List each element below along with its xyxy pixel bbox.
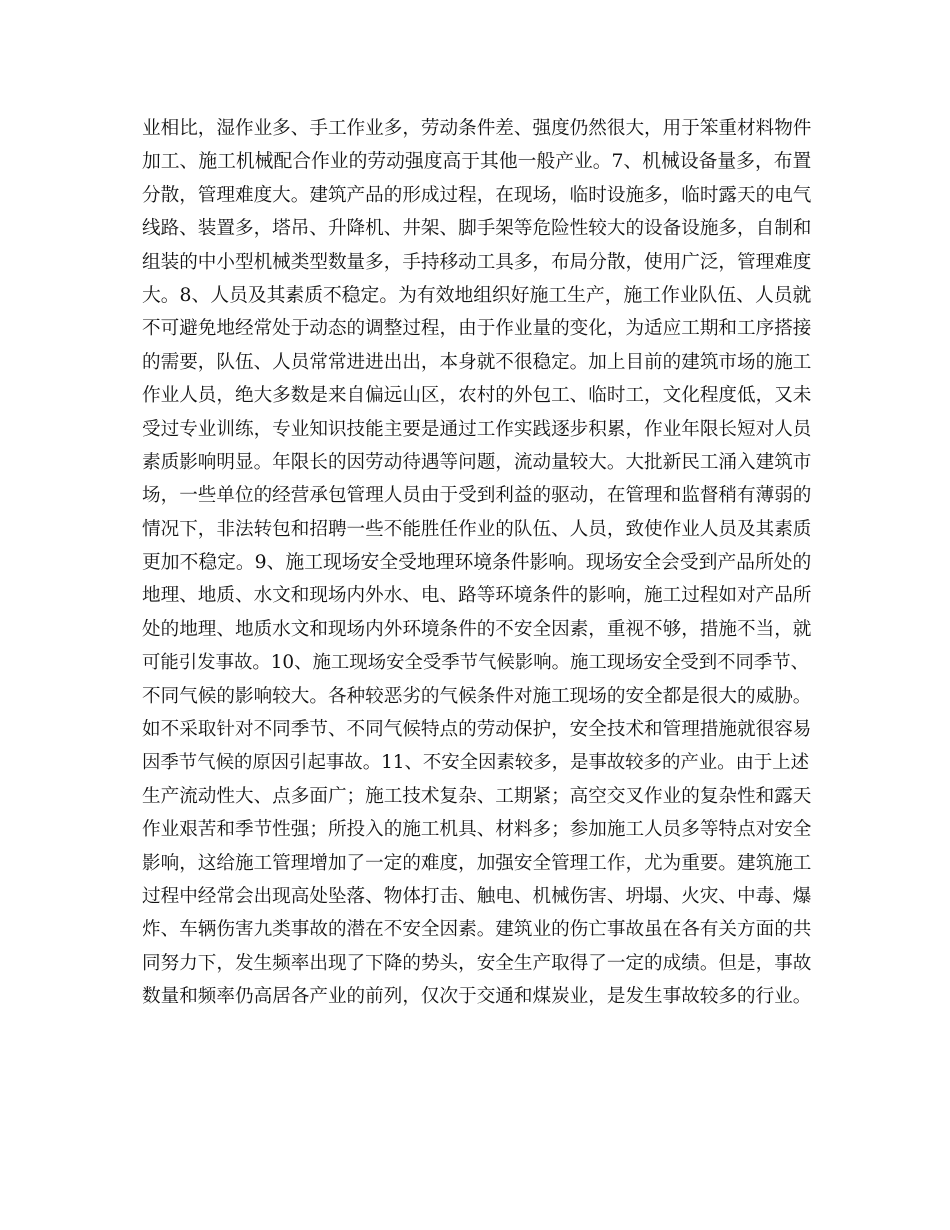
text-line: 大。8、人员及其素质不稳定。为有效地组织好施工生产，施工作业队伍、人员就 [142, 284, 812, 306]
text-line: 分散，管理难度大。建筑产品的形成过程，在现场，临时设施多，临时露天的电气 [142, 184, 812, 206]
text-line: 如不采取针对不同季节、不同气候特点的劳动保护，安全技术和管理措施就很容易 [142, 719, 812, 741]
text-line: 处的地理、地质水文和现场内外环境条件的不安全因素，重视不够，措施不当，就 [142, 618, 812, 640]
text-line: 作业艰苦和季节性强；所投入的施工机具、材料多；参加施工人员多等特点对安全 [142, 819, 812, 841]
text-line: 数量和频率仍高居各产业的前列，仅次于交通和煤炭业，是发生事故较多的行业。 [142, 986, 812, 1008]
text-line: 素质影响明显。年限长的因劳动待遇等问题，流动量较大。大批新民工涌入建筑市 [142, 451, 812, 473]
text-line: 可能引发事故。10、施工现场安全受季节气候影响。施工现场安全受到不同季节、 [142, 652, 810, 674]
text-line: 线路、装置多，塔吊、升降机、井架、脚手架等危险性较大的设备设施多，自制和 [142, 218, 812, 240]
text-line: 过程中经常会出现高处坠落、物体打击、触电、机械伤害、坍塌、火灾、中毒、爆 [142, 885, 812, 907]
text-line: 因季节气候的原因引起事故。11、不安全因素较多，是事故较多的产业。由于上述 [142, 752, 810, 774]
text-line: 不可避免地经常处于动态的调整过程，由于作业量的变化，为适应工期和工序搭接 [142, 318, 812, 340]
text-line: 生产流动性大、点多面广；施工技术复杂、工期紧；高空交叉作业的复杂性和露天 [142, 785, 812, 807]
body-text [142, 112, 814, 1014]
text-line: 的需要，队伍、人员常常进进出出，本身就不很稳定。加上目前的建筑市场的施工 [142, 351, 812, 373]
text-line: 业相比，湿作业多、手工作业多，劳动条件差、强度仍然很大，用于笨重材料物件 [142, 118, 812, 139]
text-line: 同努力下，发生频率出现了下降的势头，安全生产取得了一定的成绩。但是，事故 [142, 952, 812, 974]
text-line: 炸、车辆伤害九类事故的潜在不安全因素。建筑业的伤亡事故虽在各有关方面的共 [142, 919, 812, 941]
text-line: 场，一些单位的经营承包管理人员由于受到利益的驱动，在管理和监督稍有薄弱的 [142, 485, 812, 507]
text-line: 影响，这给施工管理增加了一定的难度，加强安全管理工作，尤为重要。建筑施工 [142, 852, 812, 874]
text-line: 受过专业训练，专业知识技能主要是通过工作实践逐步积累，作业年限长短对人员 [142, 418, 812, 440]
text-line: 地理、地质、水文和现场内外水、电、路等环境条件的影响，施工过程如对产品所 [142, 585, 812, 607]
text-line: 情况下，非法转包和招聘一些不能胜任作业的队伍、人员，致使作业人员及其素质 [142, 518, 812, 540]
text-line: 作业人员，绝大多数是来自偏远山区，农村的外包工、临时工，文化程度低，又未 [142, 385, 812, 407]
text-line: 组装的中小型机械类型数量多，手持移动工具多，布局分散，使用广泛，管理难度 [142, 251, 812, 273]
text-line: 加工、施工机械配合作业的劳动强度高于其他一般产业。7、机械设备量多，布置 [142, 151, 812, 173]
text-line: 不同气候的影响较大。各种较恶劣的气候条件对施工现场的安全都是很大的威胁。 [142, 685, 812, 707]
text-line: 更加不稳定。9、施工现场安全受地理环境条件影响。现场安全会受到产品所处的 [142, 552, 812, 574]
